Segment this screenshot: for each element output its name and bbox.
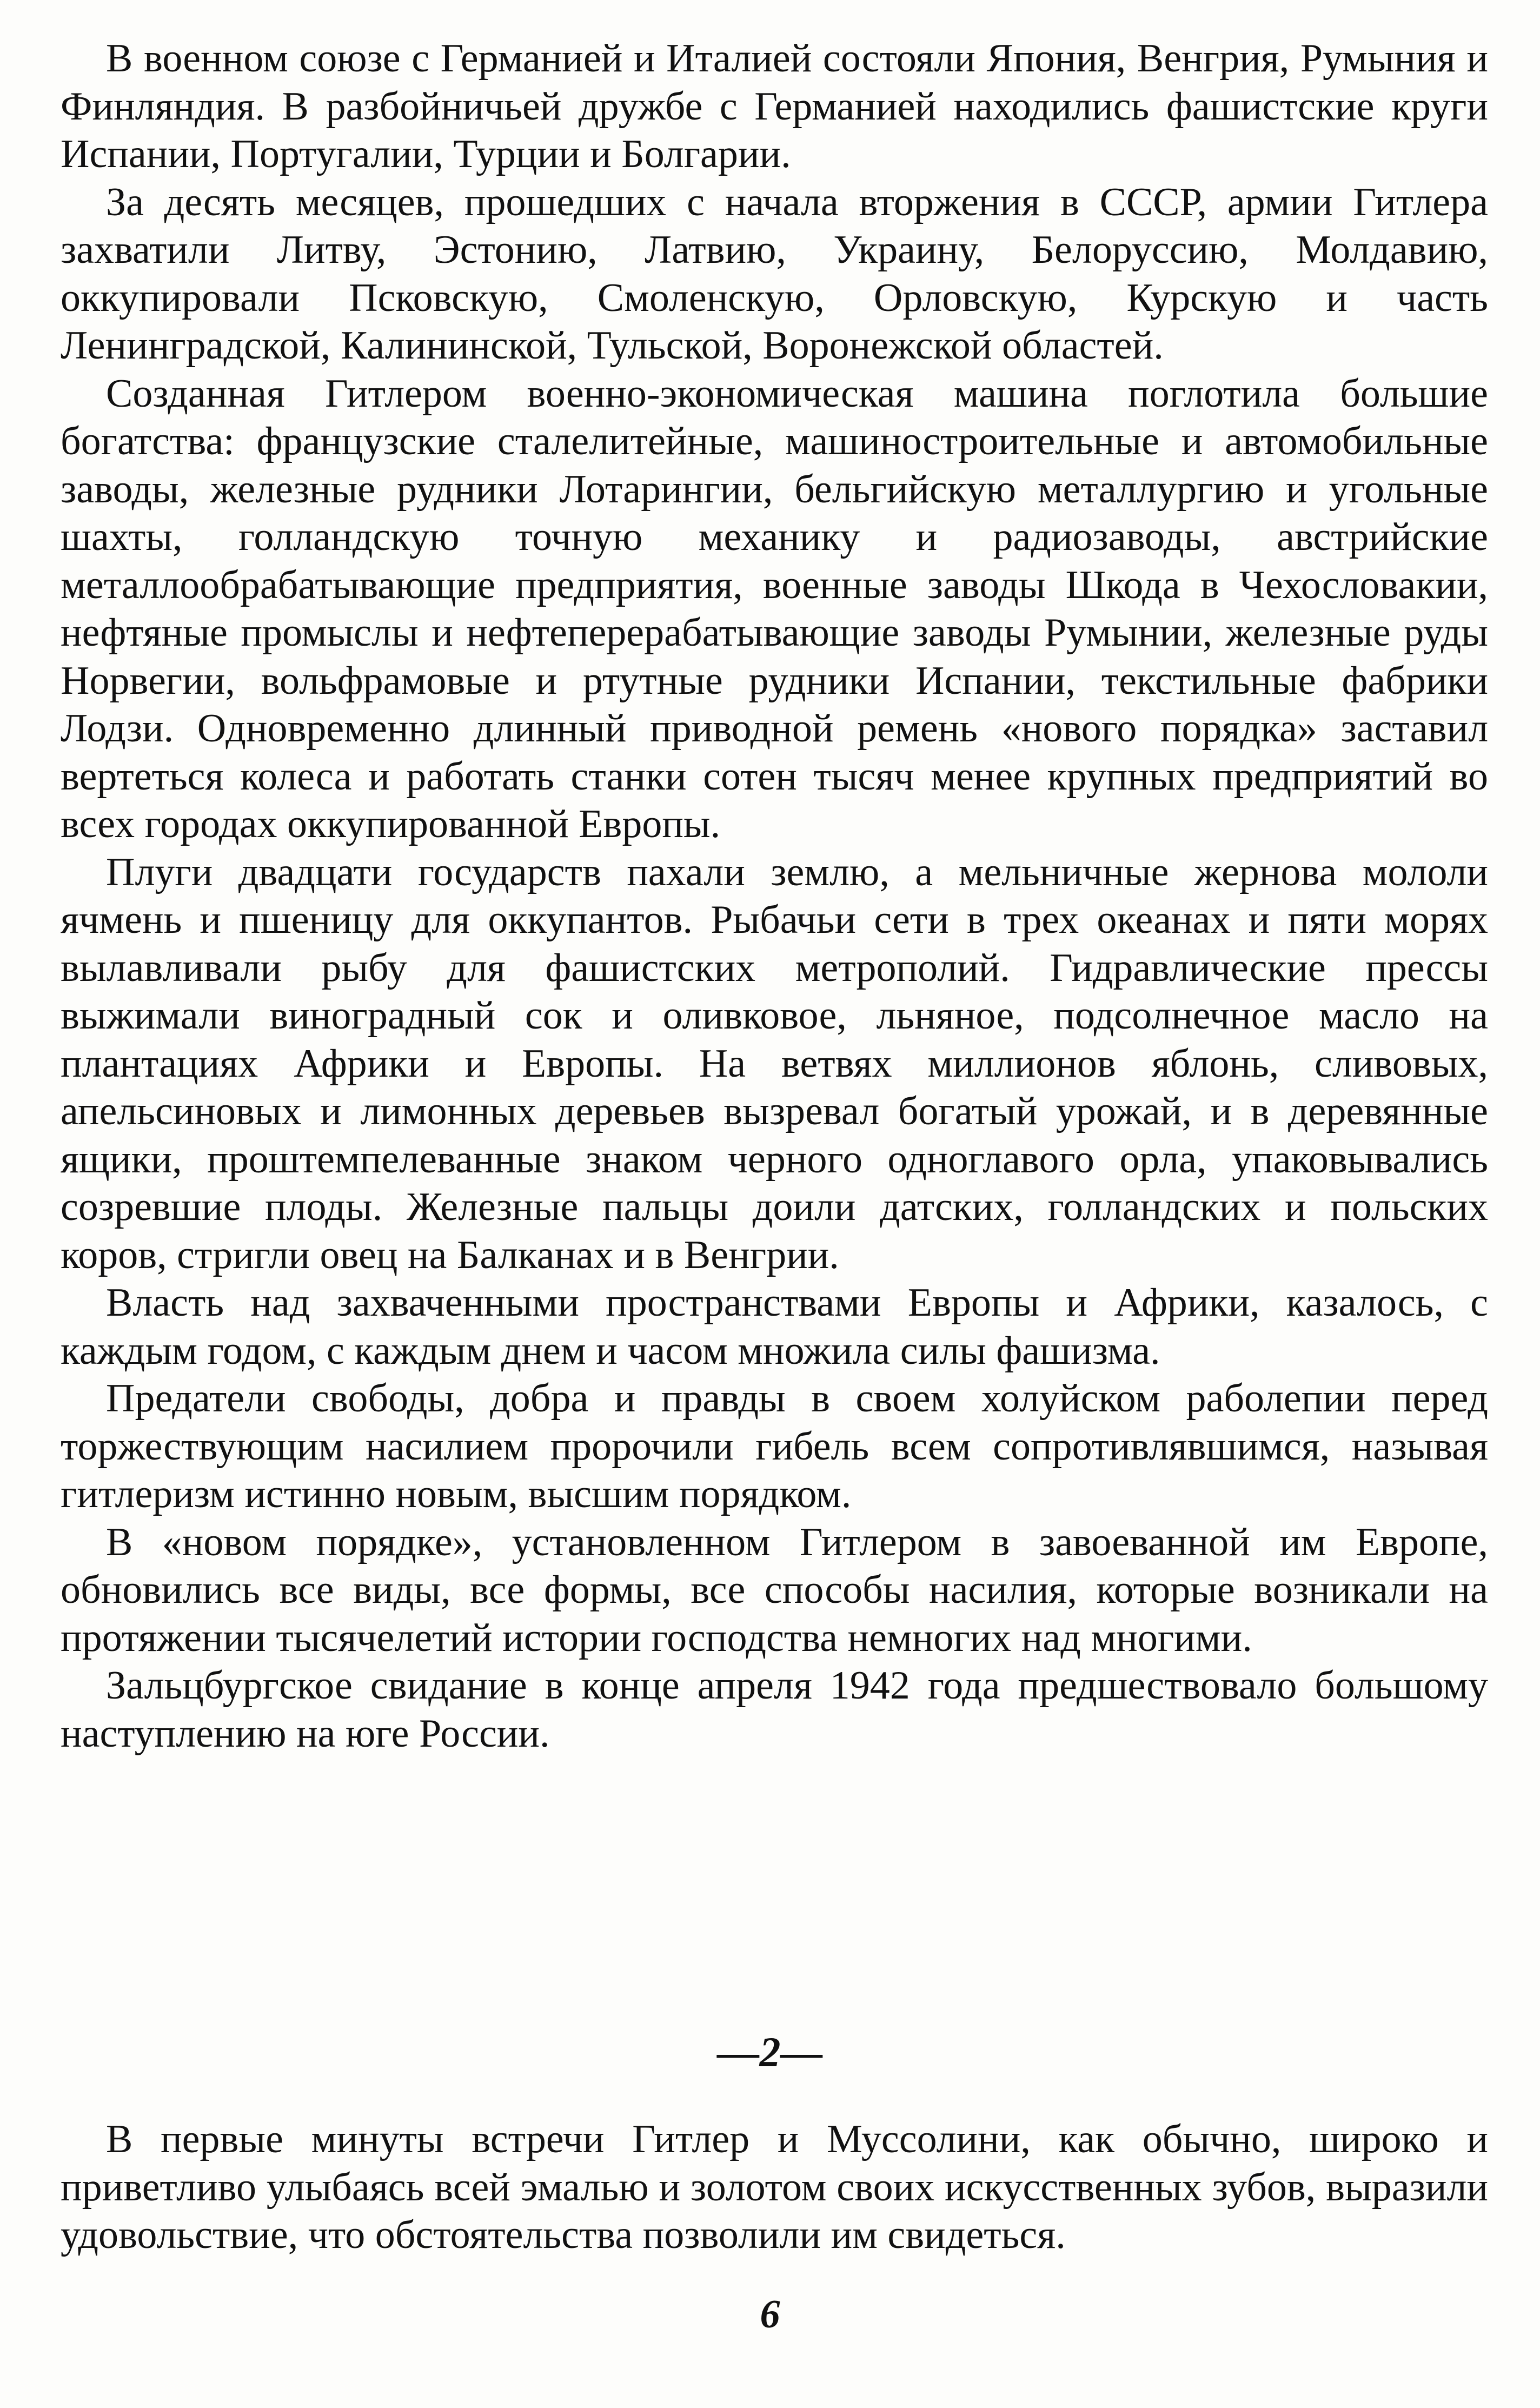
paragraph: Созданная Гитлером военно-экономическая машина поглотила большие богатства: французские сталелитейные, машиностроительные и автомобильные заводы, железные рудники Лотарингии, бельгийскую металлургию и угольные шахты, голландскую точную механику и радиозаводы, австрийские металлообрабатывающие предприятия, военные заводы Шкода в Чехословакии, нефтяные промыслы и нефтеперерабатывающие заводы Румынии, железные руды Норвегии, вольфрамовые и ртутные рудники Испании, текстильные фабрики Лодзи. Одновременно длинный приводной ремень «нового порядка» заставил вертеться колеса и работать станки сотен тысяч менее крупных предприятий во всех городах оккупированной Европы. [61, 371, 1488, 846]
paragraph: Зальцбургское свидание в конце апреля 1942 года предшествовало большому наступлению на юге России. [61, 1663, 1488, 1756]
paragraph: Предатели свободы, добра и правды в своем холуйском раболепии перед торжествующим насилием пророчили гибель всем сопротивлявшимся, называя гитлеризм истинно новым, высшим порядком. [61, 1376, 1488, 1516]
paragraph: Плуги двадцати государств пахали землю, а мельничные жернова мололи ячмень и пшеницу для оккупантов. Рыбачьи сети в трех океанах и пяти морях вылавливали рыбу для фашистских метрополий. Гидравлические прессы выжимали виноградный сок и оливковое, льняное, подсолнечное масло на плантациях Африки и Европы. На ветвях миллионов яблонь, сливовых, апельсиновых и лимонных деревьев вызревал богатый урожай, и в деревянные ящики, проштемпелеванные знаком черного одноглавого орла, упаковывались созревшие плоды. Железные пальцы доили датских, голландских и польских коров, стригли овец на Балканах и в Венгрии. [61, 850, 1488, 1277]
section-text [61, 2115, 1488, 2259]
page-number: 6 [760, 2292, 780, 2337]
paragraph: Власть над захваченными пространствами Европы и Африки, казалось, с каждым годом, с каждым днем и часом множила силы фашизма. [61, 1281, 1488, 1373]
paragraph: В «новом порядке», установленном Гитлером в завоеванной им Европе, обновились все виды, все формы, все способы насилия, которые возникали на протяжении тысячелетий истории господства немногих над многими. [61, 1520, 1488, 1660]
section-number: —2— [717, 2028, 823, 2075]
main-text [61, 35, 1488, 1757]
paragraph: В военном союзе с Германией и Италией состояли Япония, Венгрия, Румыния и Финляндия. В разбойничьей дружбе с Германией находились фашистские круги Испании, Португалии, Турции и Болгарии. [61, 36, 1488, 176]
paragraph: За десять месяцев, прошедших с начала вторжения в СССР, армии Гитлера захватили Литву, Эстонию, Латвию, Украину, Белоруссию, Молдавию, оккупировали Псковскую, Смоленскую, Орловскую, Курскую и часть Ленинградской, Калининской, Тульской, Воронежской областей. [61, 180, 1488, 368]
paragraph: В первые минуты встречи Гитлер и Муссолини, как обычно, широко и приветливо улыбаясь всей эмалью и золотом своих искусственных зубов, выразили удовольствие, что обстоятельства позволили им свидеться. [61, 2117, 1488, 2257]
